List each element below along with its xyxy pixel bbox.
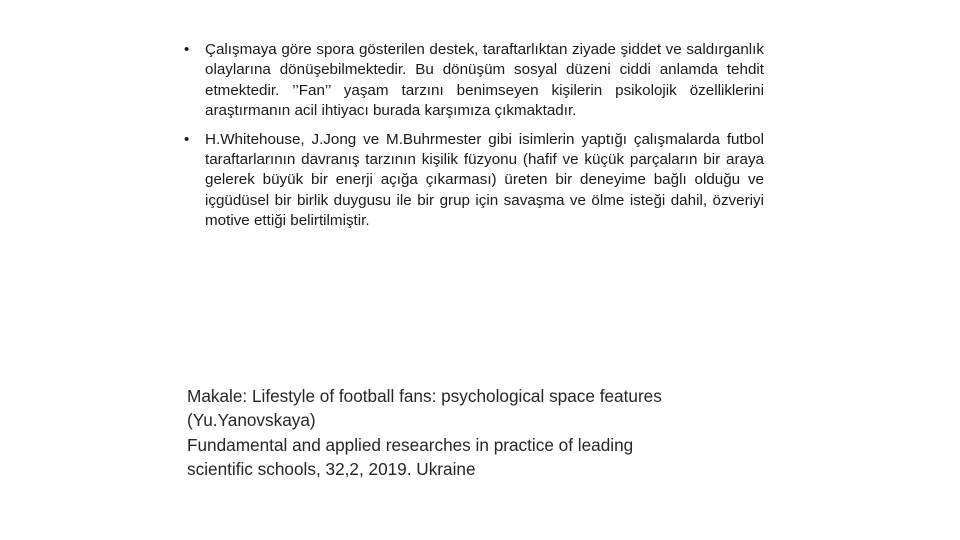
bullet-item-2 (184, 130, 764, 232)
bullet-text: Çalışmaya göre spora gösterilen destek, taraftarlıktan ziyade şiddet ve saldırganlık olaylarına dönüşebilmektedir. Bu dönüşüm sosyal düzeni ciddi anlamda tehdit etmektedir. ’’Fan’’ yaşam tarzını benimseyen kişilerin psikolojik özelliklerini araştırmanın acil ihtiyacı burada karşımıza çıkmaktadır. (205, 41, 764, 120)
reference-line: Fundamental and applied researches in practice of leading (187, 434, 634, 455)
bullet-list (184, 40, 764, 240)
bullet-text: H.Whitehouse, J.Jong ve M.Buhrmester gibi isimlerin yaptığı çalışmalarda futbol taraftarlarının davranış tarzının kişilik füzyonu (hafif ve küçük parçaların bir araya gelerek büyük bir enerji açığa çıkarması) üreten bir deneyime bağlı olduğu ve içgüdüsel bir birlik duygusu ile bir grup için savaşma ve ölme isteği dahil, özveriyi motive ettiği belirtilmiştir. (205, 130, 764, 230)
reference-citation (187, 384, 767, 482)
reference-line: scientific schools, 32,2, 2019. Ukraine (187, 459, 476, 480)
bullet-item-1 (184, 40, 764, 122)
reference-line: (Yu.Yanovskaya) (187, 410, 316, 431)
reference-line: Makale: Lifestyle of football fans: psychological space features (187, 386, 662, 406)
bullet-marker: • (184, 130, 190, 148)
bullet-marker: • (184, 41, 190, 58)
